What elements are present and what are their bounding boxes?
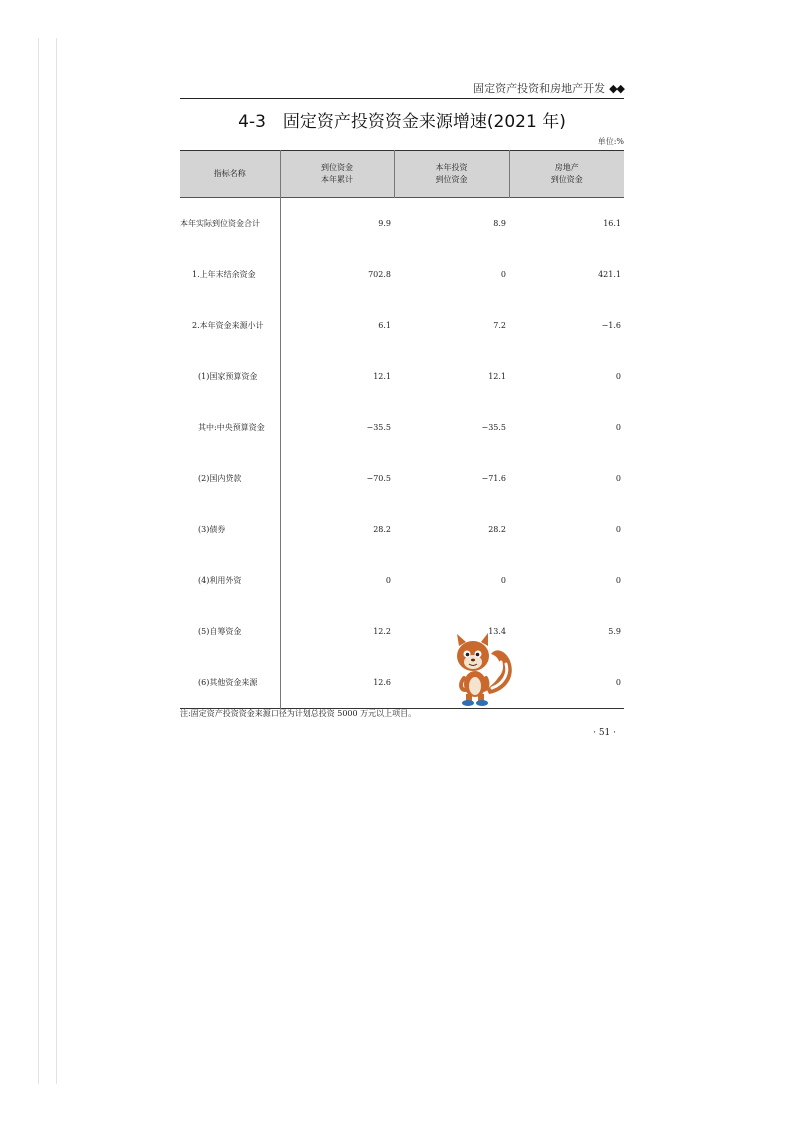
row-label: (5)自筹资金 <box>180 606 280 657</box>
table-row <box>180 249 624 300</box>
value-cell: 28.2 <box>488 525 506 534</box>
value-cell: −71.6 <box>481 474 506 483</box>
header-text: 指标名称 <box>213 169 246 178</box>
header-text: 到位资金 <box>321 163 353 172</box>
row-label: (4)利用外资 <box>180 555 280 606</box>
value-cell: 7.2 <box>493 321 506 330</box>
value-cell: 0 <box>615 576 621 585</box>
row-label: 1.上年末结余资金 <box>180 249 280 300</box>
value-cell: 12.2 <box>373 627 391 636</box>
value-cell: 12.1 <box>373 372 391 381</box>
row-label: 2.本年资金来源小计 <box>180 300 280 351</box>
header-row <box>180 151 624 198</box>
table-row <box>180 555 624 606</box>
table-row <box>180 351 624 402</box>
margin-line-inner <box>56 38 57 1084</box>
value-cell: −35.5 <box>481 423 506 432</box>
value-cell: 6.1 <box>378 321 391 330</box>
row-label: (6)其他资金来源 <box>180 657 280 709</box>
margin-line-left <box>38 38 39 1084</box>
running-head <box>180 80 624 96</box>
value-cell: 702.8 <box>368 270 391 279</box>
table-row <box>180 606 624 657</box>
header-text: 到位资金 <box>550 175 583 184</box>
row-label: 本年实际到位资金合计 <box>180 198 280 250</box>
header-indicator <box>180 151 280 198</box>
squirrel-mascot-icon <box>445 632 517 708</box>
unit-label: 单位:% <box>597 137 624 146</box>
header-text: 房地产 <box>554 163 579 172</box>
value-cell: 0 <box>615 678 621 687</box>
value-cell: 16.1 <box>603 219 621 228</box>
row-label: (3)债券 <box>180 504 280 555</box>
value-cell: 0 <box>615 423 621 432</box>
data-table <box>180 150 624 709</box>
value-cell: −1.6 <box>601 321 621 330</box>
value-cell: 0 <box>615 474 621 483</box>
value-cell: 0 <box>615 372 621 381</box>
value-cell: 13.4 <box>488 627 506 636</box>
value-cell: 8.9 <box>493 219 506 228</box>
header-text: 到位资金 <box>435 175 468 184</box>
value-cell: 5.9 <box>608 627 621 636</box>
table-title: 4-3 固定资产投资资金来源增速(2021 年) <box>238 112 566 132</box>
value-cell: 0 <box>500 270 506 279</box>
value-cell: 421.1 <box>598 270 621 279</box>
table-row <box>180 657 624 709</box>
table-row <box>180 300 624 351</box>
header-text: 本年累计 <box>321 175 353 184</box>
value-cell: 0 <box>615 525 621 534</box>
header-rule <box>180 98 624 99</box>
row-label: (1)国家预算资金 <box>180 351 280 402</box>
running-head-text: 固定资产投资和房地产开发 <box>473 82 606 95</box>
header-real-estate-funds <box>509 151 624 198</box>
table-row <box>180 504 624 555</box>
value-cell: 12.6 <box>373 678 391 687</box>
table-note: 注:固定资产投资资金来源口径为计划总投资 5000 万元以上项目。 <box>180 709 417 718</box>
table-row <box>180 402 624 453</box>
header-text: 本年投资 <box>435 163 468 172</box>
row-label: 其中:中央预算资金 <box>180 402 280 453</box>
value-cell: 9.9 <box>378 219 391 228</box>
value-cell: −35.5 <box>366 423 391 432</box>
row-label: (2)国内贷款 <box>180 453 280 504</box>
value-cell: 28.2 <box>373 525 391 534</box>
value-cell: −70.5 <box>366 474 391 483</box>
value-cell: 0 <box>500 576 506 585</box>
header-funds-cumulative <box>280 151 394 198</box>
value-cell: 12.1 <box>488 372 506 381</box>
diamond-icon: ◆◆ <box>609 82 624 95</box>
page-number: · 51 · <box>593 728 616 738</box>
value-cell: 0 <box>385 576 391 585</box>
table-row <box>180 453 624 504</box>
table-row <box>180 198 624 250</box>
header-investment-funds <box>394 151 509 198</box>
